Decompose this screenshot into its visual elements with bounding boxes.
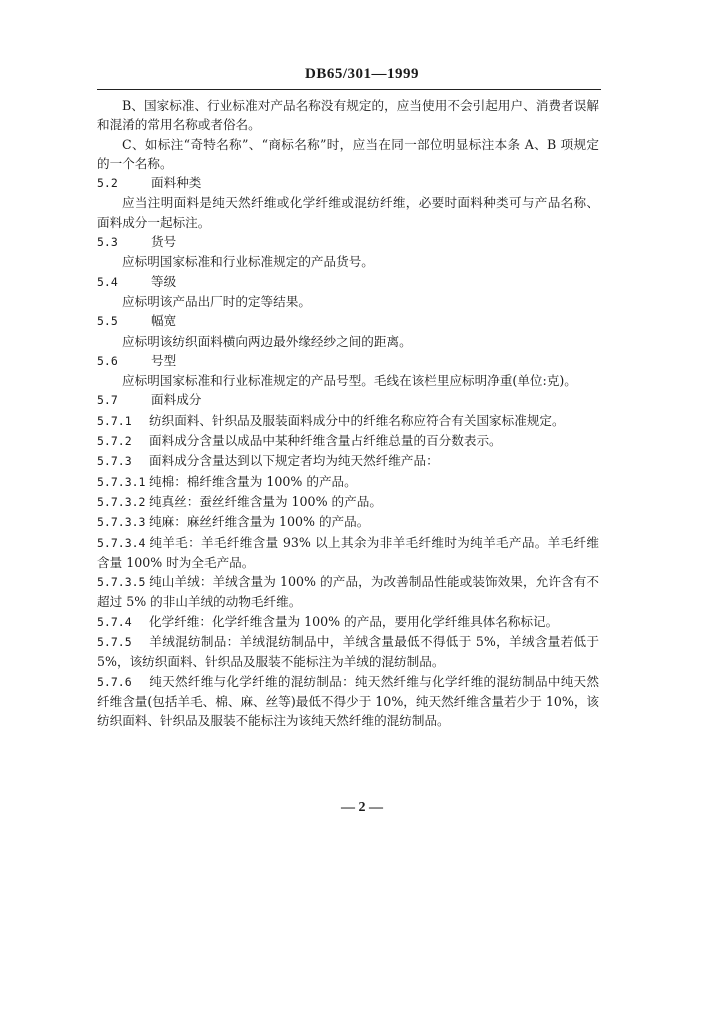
section-number: 5.7 xyxy=(97,393,118,408)
clause-text: 羊绒混纺制品：羊绒混纺制品中，羊绒含量最低不得低于 5%，羊绒含量若低于 5%，该纺织面料、针织品及服装不能标注为羊绒的混纺制品。 xyxy=(97,634,599,670)
section-title: 号型 xyxy=(151,352,177,368)
clause-text: 纺织面料、针织品及服装面料成分中的纤维名称应符合有关国家标准规定。 xyxy=(149,412,565,428)
clause xyxy=(97,451,599,471)
clause-number: 5.7.1 xyxy=(97,413,132,428)
clause-text: 纯麻：麻丝纤维含量为 100% 的产品。 xyxy=(149,514,370,530)
clause xyxy=(97,632,599,672)
clause xyxy=(97,411,599,431)
clause xyxy=(97,572,599,612)
clause-text: 纯山羊绒：羊绒含量为 100% 的产品，为改善制品性能或装饰效果，允许含有不超过 5% 的非山羊绒的动物毛纤维。 xyxy=(97,574,599,610)
clause-text: 面料成分含量达到以下规定者均为纯天然纤维产品： xyxy=(149,453,439,469)
section-title: 货号 xyxy=(151,234,177,250)
clause-number: 5.7.6 xyxy=(97,674,132,689)
clause xyxy=(97,431,599,451)
clause xyxy=(97,672,599,731)
standard-code: DB65/301—1999 xyxy=(304,66,419,82)
section-title: 等级 xyxy=(151,273,177,289)
clause xyxy=(97,612,599,632)
clause-number: 5.7.3.4 xyxy=(97,535,146,550)
paragraph: C、如标注“奇特名称”、“商标名称”时，应当在同一部位明显标注本条 A、B 项规定的一个名称。 xyxy=(97,136,599,171)
clause xyxy=(97,492,599,512)
paragraph: 应当注明面料是纯天然纤维或化学纤维或混纺纤维，必要时面料种类可与产品名称、面料成分一起标注。 xyxy=(97,195,599,230)
clause-text: 纯棉：棉纤维含量为 100% 的产品。 xyxy=(149,473,357,489)
clause-text: 纯真丝：蚕丝纤维含量为 100% 的产品。 xyxy=(149,493,382,509)
paragraph: 应标明该纺织面料横向两边最外缘经纱之间的距离。 xyxy=(122,333,412,349)
section-number: 5.5 xyxy=(97,314,118,329)
clause-number: 5.7.3.1 xyxy=(97,474,146,489)
section-heading xyxy=(97,351,599,371)
section-number: 5.4 xyxy=(97,274,118,289)
clause-text: 纯天然纤维与化学纤维的混纺制品：纯天然纤维与化学纤维的混纺制品中纯天然纤维含量(包括羊毛、棉、麻、丝等)最低不得少于 10%，纯天然纤维含量若少于 10%，该纺织面料、针织品及服装不能标注为该纯天然纤维的混纺制品。 xyxy=(97,673,600,729)
clause-number: 5.7.4 xyxy=(97,614,132,629)
clause-number: 5.7.3.3 xyxy=(97,515,146,530)
section-heading xyxy=(97,390,599,410)
clause xyxy=(97,512,599,532)
section-number: 5.2 xyxy=(97,176,118,191)
section-heading xyxy=(97,311,599,331)
section-title: 面料种类 xyxy=(151,175,202,191)
section-heading xyxy=(97,173,599,193)
clause xyxy=(97,472,599,492)
paragraph: 应标明国家标准和行业标准规定的产品货号。 xyxy=(122,254,374,270)
clause-number: 5.7.3.2 xyxy=(97,494,146,509)
section-number: 5.6 xyxy=(97,353,118,368)
section-title: 幅宽 xyxy=(151,313,177,329)
paragraph: 应标明该产品出厂时的定等结果。 xyxy=(122,293,311,309)
clause-number: 5.7.3.5 xyxy=(97,575,146,590)
section-title: 面料成分 xyxy=(151,392,202,408)
paragraph: B、国家标准、行业标准对产品名称没有规定的，应当使用不会引起用户、消费者误解和混淆的常用名称或者俗名。 xyxy=(97,98,599,133)
header-rule xyxy=(97,89,601,90)
section-heading xyxy=(97,272,599,292)
clause xyxy=(97,533,599,573)
page-number: — 2 — xyxy=(341,800,383,815)
section-number: 5.3 xyxy=(97,235,118,250)
section-heading xyxy=(97,232,599,252)
document-body xyxy=(97,96,599,731)
clause-number: 5.7.2 xyxy=(97,434,132,449)
clause-text: 纯羊毛：羊毛纤维含量 93% 以上其余为非羊毛纤维时为纯羊毛产品。羊毛纤维含量 100% 时为全毛产品。 xyxy=(97,534,599,570)
paragraph: 应标明国家标准和行业标准规定的产品号型。毛线在该栏里应标明净重(单位:克)。 xyxy=(122,373,577,389)
clause-text: 面料成分含量以成品中某种纤维含量占纤维总量的百分数表示。 xyxy=(149,433,502,449)
clause-number: 5.7.3 xyxy=(97,454,132,469)
clause-text: 化学纤维：化学纤维含量为 100% 的产品，要用化学纤维具体名称标记。 xyxy=(149,613,559,629)
clause-number: 5.7.5 xyxy=(97,635,132,650)
